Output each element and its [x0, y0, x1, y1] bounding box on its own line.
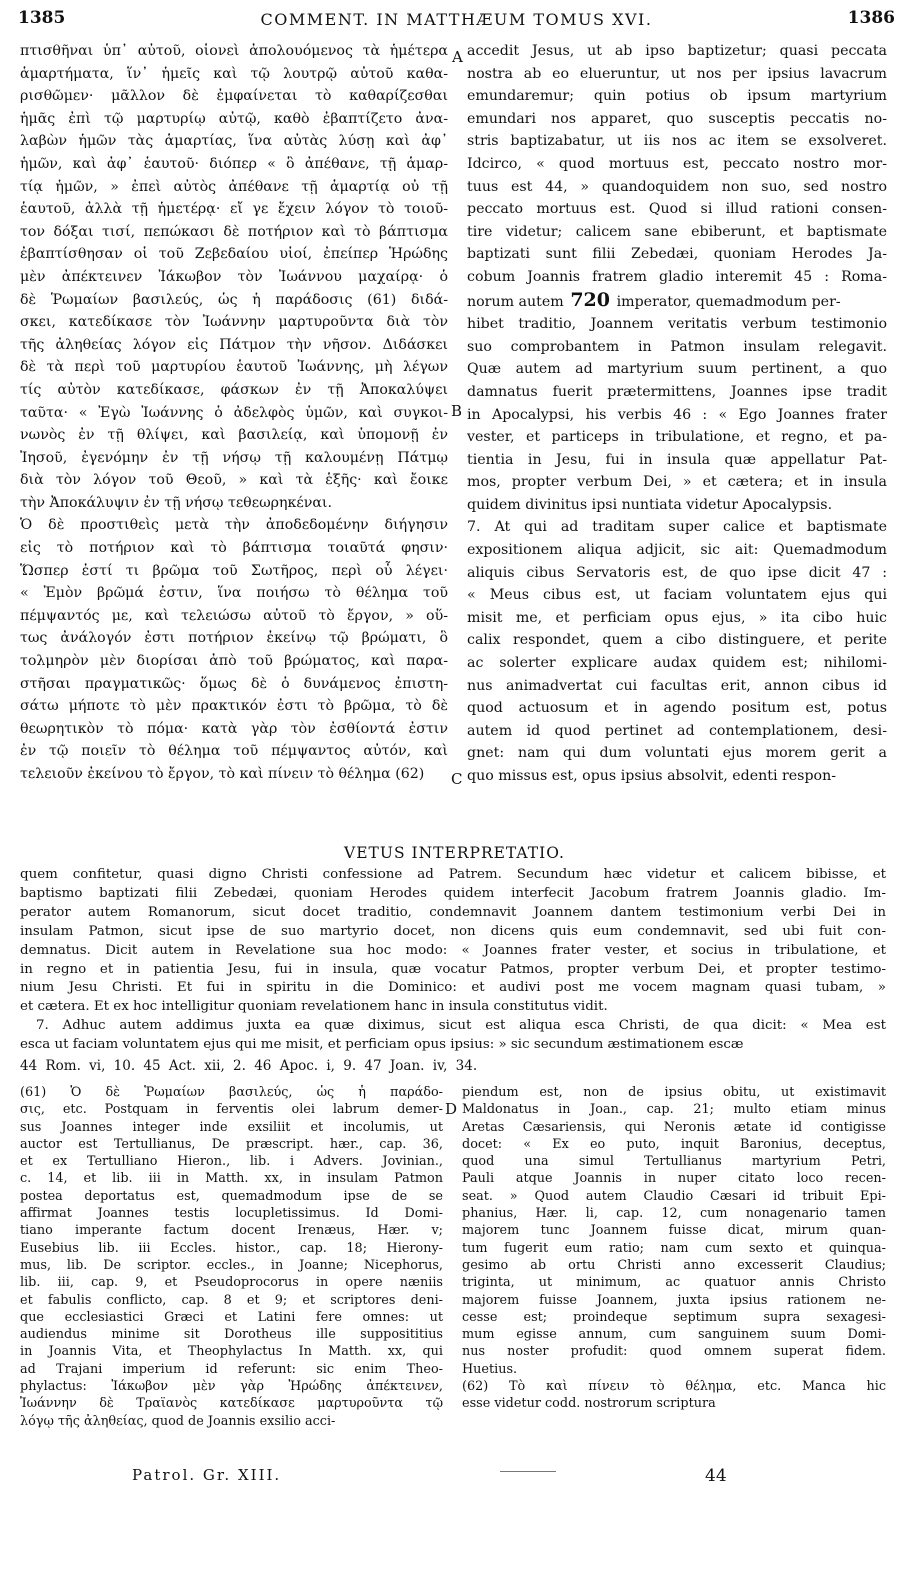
text-line: δὲ τὰ περὶ τοῦ μαρτυρίου ἑαυτοῦ Ἰωάννης, μὴ λέγων	[20, 359, 448, 376]
text-line: mos, propter verbum Dei, » et cætera; et in insula	[467, 474, 887, 491]
running-title: COMMENT. IN MATTHÆUM TOMUS XVI.	[260, 10, 653, 29]
text-line: ἐν τῷ ποιεῖν τὸ θέλημα τοῦ πέμψαντος αὐτόν, καὶ	[20, 743, 448, 760]
text-line: auctor est Tertullianus, De præscript. hær., cap. 36,	[20, 1136, 443, 1152]
text-line: quod una simul Tertullianus martyrium Petri,	[462, 1154, 886, 1170]
text-line: accedit Jesus, ut ab ipso baptizetur; quasi peccata	[467, 43, 887, 59]
text-line: σάτω μήποτε τὸ μὲν πρακτικόν ἐστι τὸ βρῶμα, τὸ δὲ	[20, 698, 448, 715]
text-line	[467, 289, 887, 314]
text-line: suo comprobantem in Patmon insulam relegavit.	[467, 338, 887, 355]
text-line: phanius, Hær. li, cap. 12, cum nonagenario tamen	[462, 1206, 886, 1222]
text-line: (61) Ὁ δὲ Ῥωμαίων βασιλεύς, ὡς ἡ παράδο-	[20, 1085, 443, 1100]
page-number-left: 1385	[18, 8, 66, 28]
text-line: δὲ Ῥωμαίων βασιλεύς, ὡς ἡ παράδοσις (61) διδά-	[20, 291, 448, 308]
text-line: ἡμᾶς ἐπὶ τῷ μαρτυρίῳ αὐτῷ, καθὸ ἐβαπτίζετο ἀνα-	[20, 110, 448, 127]
text-line: mum egisse annum, cum sanguinem suum Domi-	[462, 1327, 886, 1343]
text-line: ταῦτα· « Ἐγὼ Ἰωάννης ὁ ἀδελφὸς ὑμῶν, καὶ συγκοι-	[20, 404, 448, 421]
text-line: tiano imperante factum docent Irenæus, Hær. v;	[20, 1223, 443, 1239]
text-line: hibet traditio, Joannem veritatis verbum testimonio	[467, 316, 887, 333]
text-line: σκει, κατεδίκασε τὸν Ἰωάννην μαρτυροῦντα διὰ τὸν	[20, 314, 448, 331]
text-line: calix respondet, quem a cibo distinguere, et perite	[467, 632, 887, 649]
text-line: ac solerter explicare audax quidem est; nihilomi-	[467, 655, 887, 672]
text-line: τως ἀνάλογόν ἐστι ποτήριον ἐκείνῳ τῷ βρώματι, ὃ	[20, 630, 448, 647]
text-line: cesse est; proindeque septimum supra sexagesi-	[462, 1309, 886, 1325]
text-line: Ὁ δὲ προστιθεὶς μετὰ τὴν ἀποδεδομένην διήγησιν	[20, 517, 448, 534]
text-line: seat. » Quod autem Claudio Cæsari id tribuit Epi-	[462, 1188, 886, 1204]
text-line: Ἰωάννην δὲ Τραϊανὸς κατεδίκασε μαρτυροῦντα τῷ	[20, 1396, 443, 1412]
text-line: cobum Joannis fratrem gladio interemit 45 : Roma-	[467, 268, 887, 285]
text-line: ἡμῶν, καὶ ἀφ᾽ ἑαυτοῦ· διόπερ « ὃ ἀπέθανε, τῇ ἁμαρ-	[20, 155, 448, 172]
text-line: Aretas Cæsariensis, qui Neronis ætate id contigisse	[462, 1119, 886, 1135]
text-line: Idcirco, « quod mortuus est, peccato nostro mor-	[467, 155, 887, 172]
text-line: Quæ autem ad martyrium suum pertinent, a quo	[467, 361, 887, 378]
text-line-part: norum autem	[467, 293, 564, 310]
text-line: perator autem Romanorum, sicut docet traditio, condemnavit Joannem dantem testimonium verbi Dei in	[20, 904, 886, 920]
notes-left-column	[20, 1084, 443, 1430]
margin-letter-a: A	[452, 48, 463, 66]
text-line: πέμψαντός με, καὶ τελειώσω αὐτοῦ τὸ ἔργον, » οὕ-	[20, 607, 448, 624]
text-line: nus noster profudit: quod omnem superat fidem.	[462, 1344, 886, 1360]
text-line: esca ut faciam voluntatem ejus qui me misit, et perficiam opus ipsius: » sic secundum æstimationem escæ	[20, 1037, 744, 1053]
text-line: 7. Adhuc autem addimus juxta ea quæ diximus, sicut est aliqua esca Christi, de qua dicit: « Mea est	[36, 1018, 886, 1034]
text-line: quod actuosum et in agendo positum est, potus	[467, 700, 887, 717]
text-line: et ex Tertulliano Hieron., lib. i Advers. Jovinian.,	[20, 1154, 443, 1170]
footnote-references: 44 Rom. vi, 10. 45 Act. xii, 2. 46 Apoc. i, 9. 47 Joan. iv, 34.	[20, 1058, 478, 1074]
text-line: gnet: nam qui dum voluntati ejus morem gerit a	[467, 745, 887, 762]
text-line: Ὥσπερ ἐστί τι βρῶμα τοῦ Σωτῆρος, περὶ οὗ λέγει·	[20, 562, 448, 579]
text-line: στῆσαι πραγματικῶς· ὅμως δὲ ὁ δυνάμενος ἐπιστη-	[20, 675, 448, 692]
text-line: Ἰησοῦ, ἐγενόμην ἐν τῇ νήσῳ τῇ καλουμένῃ Πάτμῳ	[20, 449, 448, 466]
text-line: misit me, et perficiam opus ejus, » ita cibo huic	[467, 609, 887, 626]
text-line: affirmat Joannes testis locupletissimus. Id Domi-	[20, 1206, 443, 1222]
text-line: ἁμαρτήματα, ἵν᾽ ἡμεῖς καὶ τῷ λουτρῷ αὐτοῦ καθα-	[20, 65, 448, 82]
text-line: c. 14, et lib. iii in Matth. xx, in insulam Patmon	[20, 1171, 443, 1187]
text-line: πτισθῆναι ὑπ᾽ αὐτοῦ, οἱονεὶ ἀπολουόμενος τὰ ἡμέτερα	[20, 43, 448, 59]
text-line: Pauli atque Joannis in nuper citato loco recen-	[462, 1171, 886, 1187]
text-line: audiendus minime sit Dorotheus ille supposititius	[20, 1327, 443, 1343]
text-line: in Apocalypsi, his verbis 46 : « Ego Joannes frater	[467, 406, 887, 423]
text-line: σις, etc. Postquam in ferventis olei labrum demer-	[20, 1102, 443, 1118]
text-line: baptismo baptizati filii Zebedæi, quoniam Herodes quidem interfecit Jacobum fratrem Joannis gladio. Im-	[20, 885, 886, 901]
text-line: postea deportatus est, quemadmodum ipse de se	[20, 1188, 443, 1204]
text-line: 7. At qui ad traditam super calice et baptismate	[467, 519, 887, 536]
text-line: tum fugerit eum ratio; nam cum sexto et quinqua-	[462, 1240, 886, 1256]
text-line: μὲν ἀπέκτεινεν Ἰάκωβον τὸν Ἰωάννου μαχαίρᾳ· ὁ	[20, 268, 448, 285]
text-line: νωνὸς ἐν τῇ θλίψει, καὶ βασιλείᾳ, καὶ ὑπομονῇ ἐν	[20, 427, 448, 444]
text-line: λαβὼν ἡμῶν τὰς ἁμαρτίας, ἵνα αὐτὰς λύσῃ καὶ ἀφ᾽	[20, 133, 448, 150]
text-line: aliquis cibus Servatoris est, de quo ipse dicit 47 :	[467, 564, 887, 581]
text-line: in Joannis Vita, et Theophylactus In Matth. xx, qui	[20, 1344, 443, 1360]
footer-signature: 44	[705, 1466, 727, 1486]
text-line: τολμηρὸν μὲν διορίσαι ἀπὸ τοῦ βρώματος, καὶ παρα-	[20, 653, 448, 670]
text-line: vester, et particeps in tribulatione, et regno, et pa-	[467, 429, 887, 446]
running-header	[18, 8, 895, 32]
text-line: sus Joannes integer inde exsiliit et incolumis, ut	[20, 1119, 443, 1135]
text-line: que ecclesiastici Græci et Latini fere omnes: ut	[20, 1309, 443, 1325]
text-line: majorem tunc Joannem fuisse dicat, mirum quan-	[462, 1223, 886, 1239]
text-line: tientia in Jesu, fui in insula quæ appellatur Pat-	[467, 451, 887, 468]
latin-text-column	[467, 40, 887, 788]
text-line: majorem fuisse Joannem, juxta ipsius rationem ne-	[462, 1292, 886, 1308]
margin-letter-b: B	[451, 402, 463, 420]
text-line: mus, lib. De scriptor. eccles., in Joanne; Nicephorus,	[20, 1257, 443, 1273]
text-line: lib. iii, cap. 9, et Pseudoprocorus in opere næniis	[20, 1275, 443, 1291]
text-line: tire videtur; calicem sane ebiberunt, et baptismate	[467, 223, 887, 240]
text-line: nus animadvertat cui facultas erit, annon cibus id	[467, 677, 887, 694]
text-line: τίᾳ ἡμῶν, » ἐπεὶ αὐτὸς ἀπέθανε τῇ ἁμαρτίᾳ οὐ τῇ	[20, 178, 448, 195]
text-line: quem confitetur, quasi digno Christi confessione ad Patrem. Secundum hæc videtur et calicem bibisse, et	[20, 867, 886, 882]
text-line: τον δόξαι τισί, πεπώκασι δὲ ποτήριον καὶ τὸ βάπτισμα	[20, 223, 448, 240]
margin-letter-d: D	[445, 1100, 458, 1118]
text-line: insulam Patmon, sicut ipse de suo martyrio docet, non dicens quis eum condemnavit, sed ubi fuit con-	[20, 923, 886, 939]
text-line: ρισθῶμεν· μᾶλλον δὲ ἐμφαίνεται τὸ καθαρίζεσθαι	[20, 88, 448, 105]
text-line: autem id quod pertinet ad contemplationem, desi-	[467, 722, 887, 739]
margin-letter-c: C	[451, 770, 463, 788]
text-line: διὰ τὸν λόγον τοῦ Θεοῦ, » καὶ τὰ ἑξῆς· καὶ ἔοικε	[20, 472, 448, 489]
text-line: « Meus cibus est, ut faciam voluntatem ejus qui	[467, 587, 887, 604]
text-line: Eusebius lib. iii Eccles. histor., cap. 18; Hierony-	[20, 1240, 443, 1256]
greek-text-column	[20, 40, 448, 786]
text-line: emundari nos apparet, quo susceptis peccatis no-	[467, 110, 887, 127]
text-line: quo missus est, opus ipsius absolvit, edenti respon-	[467, 768, 837, 784]
text-line: λόγῳ τῆς ἀληθείας, quod de Joannis exsilio acci-	[20, 1413, 336, 1429]
text-line: in regno et in patientia Jesu, fui in insula, quæ vocatur Patmos, propter verbum Dei, et propter testimo-	[20, 961, 886, 977]
text-line: ad Trajani imperium id referunt: sic enim Theo-	[20, 1361, 443, 1377]
text-line-part: imperator, quemadmodum per-	[616, 293, 841, 310]
text-line: nium Jesu Christi. Et fui in spiritu in die Dominico: et audivi post me vocem magnam quasi tubam, »	[20, 980, 886, 996]
text-line: (62) Τὸ καὶ πίνειν τὸ θέλημα, etc. Manca hic	[462, 1379, 886, 1395]
text-line: τὴν Ἀποκάλυψιν ἐν τῇ νήσῳ τεθεωρηκέναι.	[20, 494, 332, 511]
text-line: damnatus fuerit prætermittens, Joannes ipse tradit	[467, 383, 887, 400]
text-line: et fabulis conflicto, cap. 8 et 9; et scriptores deni-	[20, 1292, 443, 1308]
text-line: et cætera. Et ex hoc intelligitur quoniam revelationem hanc in insula constitutus vidit.	[20, 999, 608, 1015]
text-line: ἑαυτοῦ, ἀλλὰ τῇ ἡμετέρᾳ· εἴ γε ἔχειν λόγον τὸ τοιοῦ-	[20, 201, 448, 218]
vetus-interpretatio-text	[20, 866, 886, 1055]
text-line: Maldonatus in Joan., cap. 21; multo etiam minus	[462, 1102, 886, 1118]
footer-series-label: Patrol. Gr. XIII.	[132, 1466, 282, 1484]
text-line: εἰς τὸ ποτήριον καὶ τὸ βάπτισμα τοιαῦτά φησιν·	[20, 540, 448, 557]
text-line: phylactus: Ἰάκωβον μὲν γὰρ Ἡρώδης ἀπέκτεινεν,	[20, 1379, 443, 1395]
text-line: quidem divinitus ipsi nuntiata videtur Apocalypsis.	[467, 496, 833, 513]
text-line: stris baptizabatur, ut iis nos ac item se exsolveret.	[467, 133, 887, 150]
text-line: « Ἐμὸν βρῶμά ἐστιν, ἵνα ποιήσω τὸ θέλημα τοῦ	[20, 585, 448, 602]
column-number: 720	[563, 288, 617, 311]
text-line: τίς αὐτὸν κατεδίκασε, φάσκων ἐν τῇ Ἀποκαλύψει	[20, 381, 448, 398]
text-line: expositionem aliqua adjicit, sic ait: Quemadmodum	[467, 542, 887, 559]
text-line: gesimo ab ortu Christi anno excesserit Claudius;	[462, 1257, 886, 1273]
text-line: τῆς ἀληθείας λόγον εἰς Πάτμον τὴν νῆσον. Διδάσκει	[20, 336, 448, 353]
text-line: nostra ab eo elueruntur, ut nos per ipsius lavacrum	[467, 65, 887, 82]
text-line: emundaremur; quin potius ob ipsum martyrium	[467, 88, 887, 105]
text-line: baptizati sunt filii Zebedæi, quoniam Herodes Ja-	[467, 246, 887, 263]
text-line: τελειοῦν ἐκείνου τὸ ἔργον, τὸ καὶ πίνειν τὸ θέλημα (62)	[20, 766, 425, 782]
text-line: docet: « Ex eo puto, inquit Baronius, deceptus,	[462, 1136, 886, 1152]
text-line: peccato mortuus est. Quod si illud rationi consen-	[467, 201, 887, 218]
text-line: demnatus. Dicit autem in Revelatione sua hoc modo: « Joannes frater vester, et socius in tribulatione, et	[20, 942, 886, 958]
text-line: triginta, ut minimum, ac quatuor annis Christo	[462, 1275, 886, 1291]
footer-rule	[500, 1471, 556, 1472]
text-line: ἐβαπτίσθησαν οἱ τοῦ Ζεβεδαίου υἱοί, ἐπείπερ Ἡρώδης	[20, 246, 448, 263]
text-line: θεωρητικὸν τὸ πόμα· κατὰ γὰρ τὸν ἐσθίοντά ἐστιν	[20, 720, 448, 737]
notes-right-column	[462, 1084, 886, 1413]
text-line: tuus est 44, » quandoquidem non suo, sed nostro	[467, 178, 887, 195]
text-line: esse videtur codd. nostrorum scriptura	[462, 1396, 716, 1412]
vetus-interpretatio-heading: VETUS INTERPRETATIO.	[344, 844, 565, 862]
text-line: Huetius.	[462, 1361, 518, 1377]
page-number-right: 1386	[847, 8, 895, 28]
text-line: piendum est, non de ipsius obitu, ut existimavit	[462, 1085, 886, 1100]
